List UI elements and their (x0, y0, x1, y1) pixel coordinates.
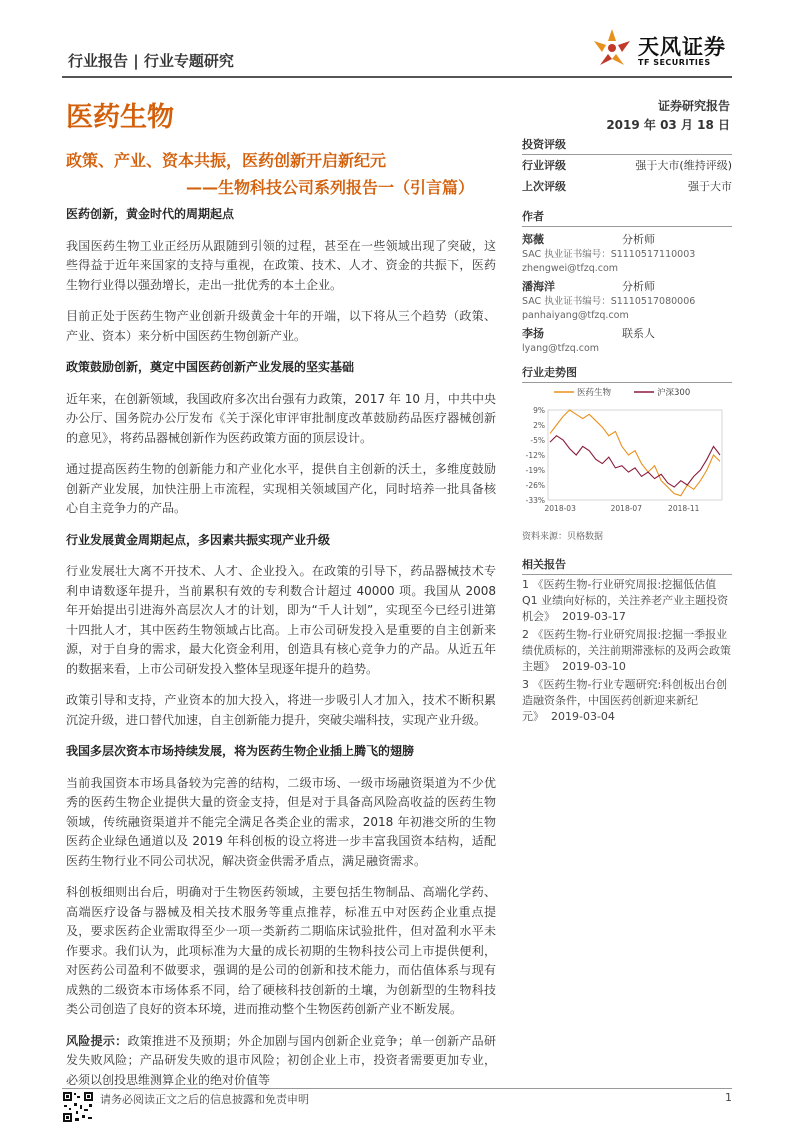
paragraph: 目前正处于医药生物产业创新升级黄金十年的开端，以下将从三个趋势（政策、产业、资本）来分析中国医药生物创新产业。 (66, 309, 496, 343)
disclaimer-note: 请务必阅读正文之后的信息披露和免责申明 (100, 1093, 309, 1106)
analyst-role: 分析师 (622, 280, 655, 293)
author-heading: 作者 (522, 208, 732, 227)
qr-code-icon (62, 1091, 94, 1123)
related-report[interactable] (522, 577, 732, 625)
y-tick-label: -33% (525, 496, 545, 505)
paragraph: 当前我国资本市场具备较为完善的结构，二级市场、一级市场融资渠道为不少优秀的医药生物企业提供大量的资金支持，但是对于具备高风险高收益的医药生物领域，传统融资渠道并不能完全满足各类企业的需求，2018 年初港交所的生物医药企业绿色通道以及 2019 年科创板的设立将进一步丰富我国资本结构，适配医药生物行业不同公司状况，解决资金供需矛盾点，满足融资需求。 (66, 775, 496, 868)
analyst-role: 分析师 (622, 233, 655, 246)
risk-warning (66, 1032, 496, 1091)
paragraph: 政策引导和支持，产业资本的加大投入，将进一步吸引人才加入，技术不断积累沉淀升级，进口替代加速，自主创新能力提升，突破尖端科技，实现产业升级。 (66, 693, 496, 727)
paragraph: 我国医药生物工业正经历从跟随到引领的过程，甚至在一些领域出现了突破，这些得益于近年来国家的支持与重视，在政策、技术、人才、资金的共振下，医药生物行业得以强劲增长，走出一批优秀的本土企业。 (66, 238, 496, 292)
x-tick-label: 2018-11 (668, 504, 700, 513)
y-tick-label: -5% (530, 436, 545, 445)
related-report-title[interactable]: 3 《医药生物-行业专题研究:科创板出台创造融资条件，中国医药创新迎来新纪元》 (522, 678, 728, 723)
rating-row (522, 155, 732, 176)
rating-panel (522, 136, 732, 197)
report-title: 政策、产业、资本共振，医药创新开启新纪元 (66, 151, 387, 170)
legend-label: 沪深300 (657, 388, 691, 398)
paragraph: 通过提高医药生物的创新能力和产业化水平，提供自主创新的沃土，多维度鼓励创新产业发展，加快注册上市流程，实现相关领域国产化，同时培养一批具备核心自主竞争力的产品。 (66, 462, 496, 515)
series-line-hs300 (550, 436, 720, 487)
paragraph: 科创板细则出台后，明确对于生物医药领域，主要包括生物制品、高端化学药、高端医疗设备与器械及相关技术服务等重点推荐，标准五中对医药企业重点提及，要求医药企业需取得至少一项一类新药二期临床试验批件，但对盈利水平未作要求。我们认为，此项标准为大量的成长初期的生物科技公司上市提供便利，对医药公司盈利不做要求，强调的是公司的创新和技术能力，而估值体系与现有成熟的二级资本市场体系不同，给了硬核科技创新的土壤，为创新型的生物科技类公司创造了良好的资本环境，进而推动整个生物医药创新产业不断发展。 (66, 885, 496, 1016)
risk-label: 风险提示： (66, 1033, 128, 1048)
sector-title: 医药生物 (66, 102, 174, 133)
rating-row (522, 176, 732, 197)
author-panel (522, 208, 732, 356)
section-heading: 行业发展黄金周期起点，多因素共振实现产业升级 (66, 532, 331, 547)
legend-label: 医药生物 (577, 388, 612, 398)
report-subtitle: ——生物科技公司系列报告一（引言篇） (186, 178, 475, 197)
analyst-name: 郑薇 (522, 233, 544, 246)
related-report-date: 2019-03-10 (562, 660, 626, 673)
y-tick-label: 2% (533, 421, 545, 430)
footer-divider (62, 1088, 732, 1089)
y-tick-label: -26% (525, 481, 545, 490)
analyst-entry (522, 233, 732, 276)
related-report[interactable] (522, 627, 732, 675)
chart-heading: 行业走势图 (522, 364, 732, 383)
analyst-entry (522, 280, 732, 323)
y-tick-label: -19% (525, 466, 545, 475)
analyst-entry (522, 327, 732, 356)
analyst-name: 潘海洋 (522, 280, 555, 293)
rating-value: 强于大市(维持评级) (635, 159, 732, 172)
analyst-role: 联系人 (622, 327, 655, 340)
analyst-email[interactable]: zhengwei@tfzq.com (522, 263, 619, 274)
tf-securities-logo (590, 25, 740, 73)
series-line-pharma (550, 410, 720, 496)
logo-text-en: TF SECURITIES (638, 58, 711, 67)
paragraph: 近年来，在创新领域，我国政府多次出台强有力政策，2017 年 10 月，中共中央办公厅、国务院办公厅发布《关于深化审评审批制度改革鼓励药品医疗器械创新的意见》，将药品器械创新作为医药政策方面的顶层设计。 (66, 391, 496, 445)
logo-text-cn: 天风证券 (638, 35, 726, 59)
risk-text: 政策推进不及预期；外企加剧与国内创新企业竞争；单一创新产品研发失败风险；产品研发失败的退市风险；初创企业上市，投资者需要更加专业，必须以创投思维测算企业的绝对价值等 (66, 1033, 496, 1087)
section-heading: 政策鼓励创新，奠定中国医药创新产业发展的坚实基础 (66, 360, 355, 374)
related-report-title[interactable]: 2 《医药生物-行业研究周报:挖掘一季报业绩优质标的，关注前期滞涨标的及两会政策主题》 (522, 628, 731, 673)
rating-label: 行业评级 (522, 159, 566, 172)
related-report-title[interactable]: 1 《医药生物-行业研究周报:挖掘低估值 Q1 业绩向好标的，关注养老产业主题投资机会》 (522, 578, 729, 623)
report-date: 2019 年 03 月 18 日 (606, 118, 730, 132)
rating-heading: 投资评级 (522, 136, 732, 155)
related-panel (522, 556, 732, 725)
related-report-date: 2019-03-17 (562, 610, 626, 623)
main-content (66, 205, 496, 1102)
report-type: 证券研究报告 (657, 99, 730, 113)
chart-source: 资料来源：贝格数据 (522, 532, 604, 542)
trend-chart (522, 380, 732, 520)
rating-value: 强于大市 (688, 180, 732, 193)
related-heading: 相关报告 (522, 556, 732, 575)
analyst-name: 李扬 (522, 327, 544, 340)
header-divider (62, 76, 732, 78)
section-heading: 我国多层次资本市场持续发展，将为医药生物企业插上腾飞的翅膀 (66, 744, 415, 758)
paragraph: 行业发展壮大离不开技术、人才、企业投入。在政策的引导下，药品器械技术专利申请数逐年提升，当前累积有效的专利数合计超过 40000 项。我国从 2008 年开始提出引进海外高层次人才的计划，即为“千人计划”，实现至今已经引进第十四批人才，其中医药生物领域占比高。上市公司研发投入是重要的自主创新来源，对于自身的需求，最大化资金利用，创造具有核心竞争力的产品。从近五年的数据来看，上市公司研发投入整体呈现逐年提升的趋势。 (66, 564, 496, 676)
y-tick-label: 9% (533, 406, 545, 415)
analyst-cert: SAC 执业证书编号：S1110517080006 (522, 296, 696, 307)
page-number: 1 (725, 1091, 732, 1104)
logo-mark-icon (590, 25, 634, 71)
x-tick-label: 2018-03 (544, 504, 576, 513)
analyst-cert: SAC 执业证书编号：S1110517110003 (522, 249, 696, 260)
x-tick-label: 2018-07 (610, 504, 642, 513)
report-category: 行业报告 | 行业专题研究 (68, 52, 234, 70)
section-heading: 医药创新，黄金时代的周期起点 (66, 207, 235, 221)
related-report[interactable] (522, 677, 732, 725)
related-report-date: 2019-03-04 (551, 710, 615, 723)
rating-label: 上次评级 (522, 180, 566, 193)
analyst-email[interactable]: panhaiyang@tfzq.com (522, 310, 629, 321)
y-tick-label: -12% (525, 451, 545, 460)
analyst-email[interactable]: lyang@tfzq.com (522, 343, 600, 354)
